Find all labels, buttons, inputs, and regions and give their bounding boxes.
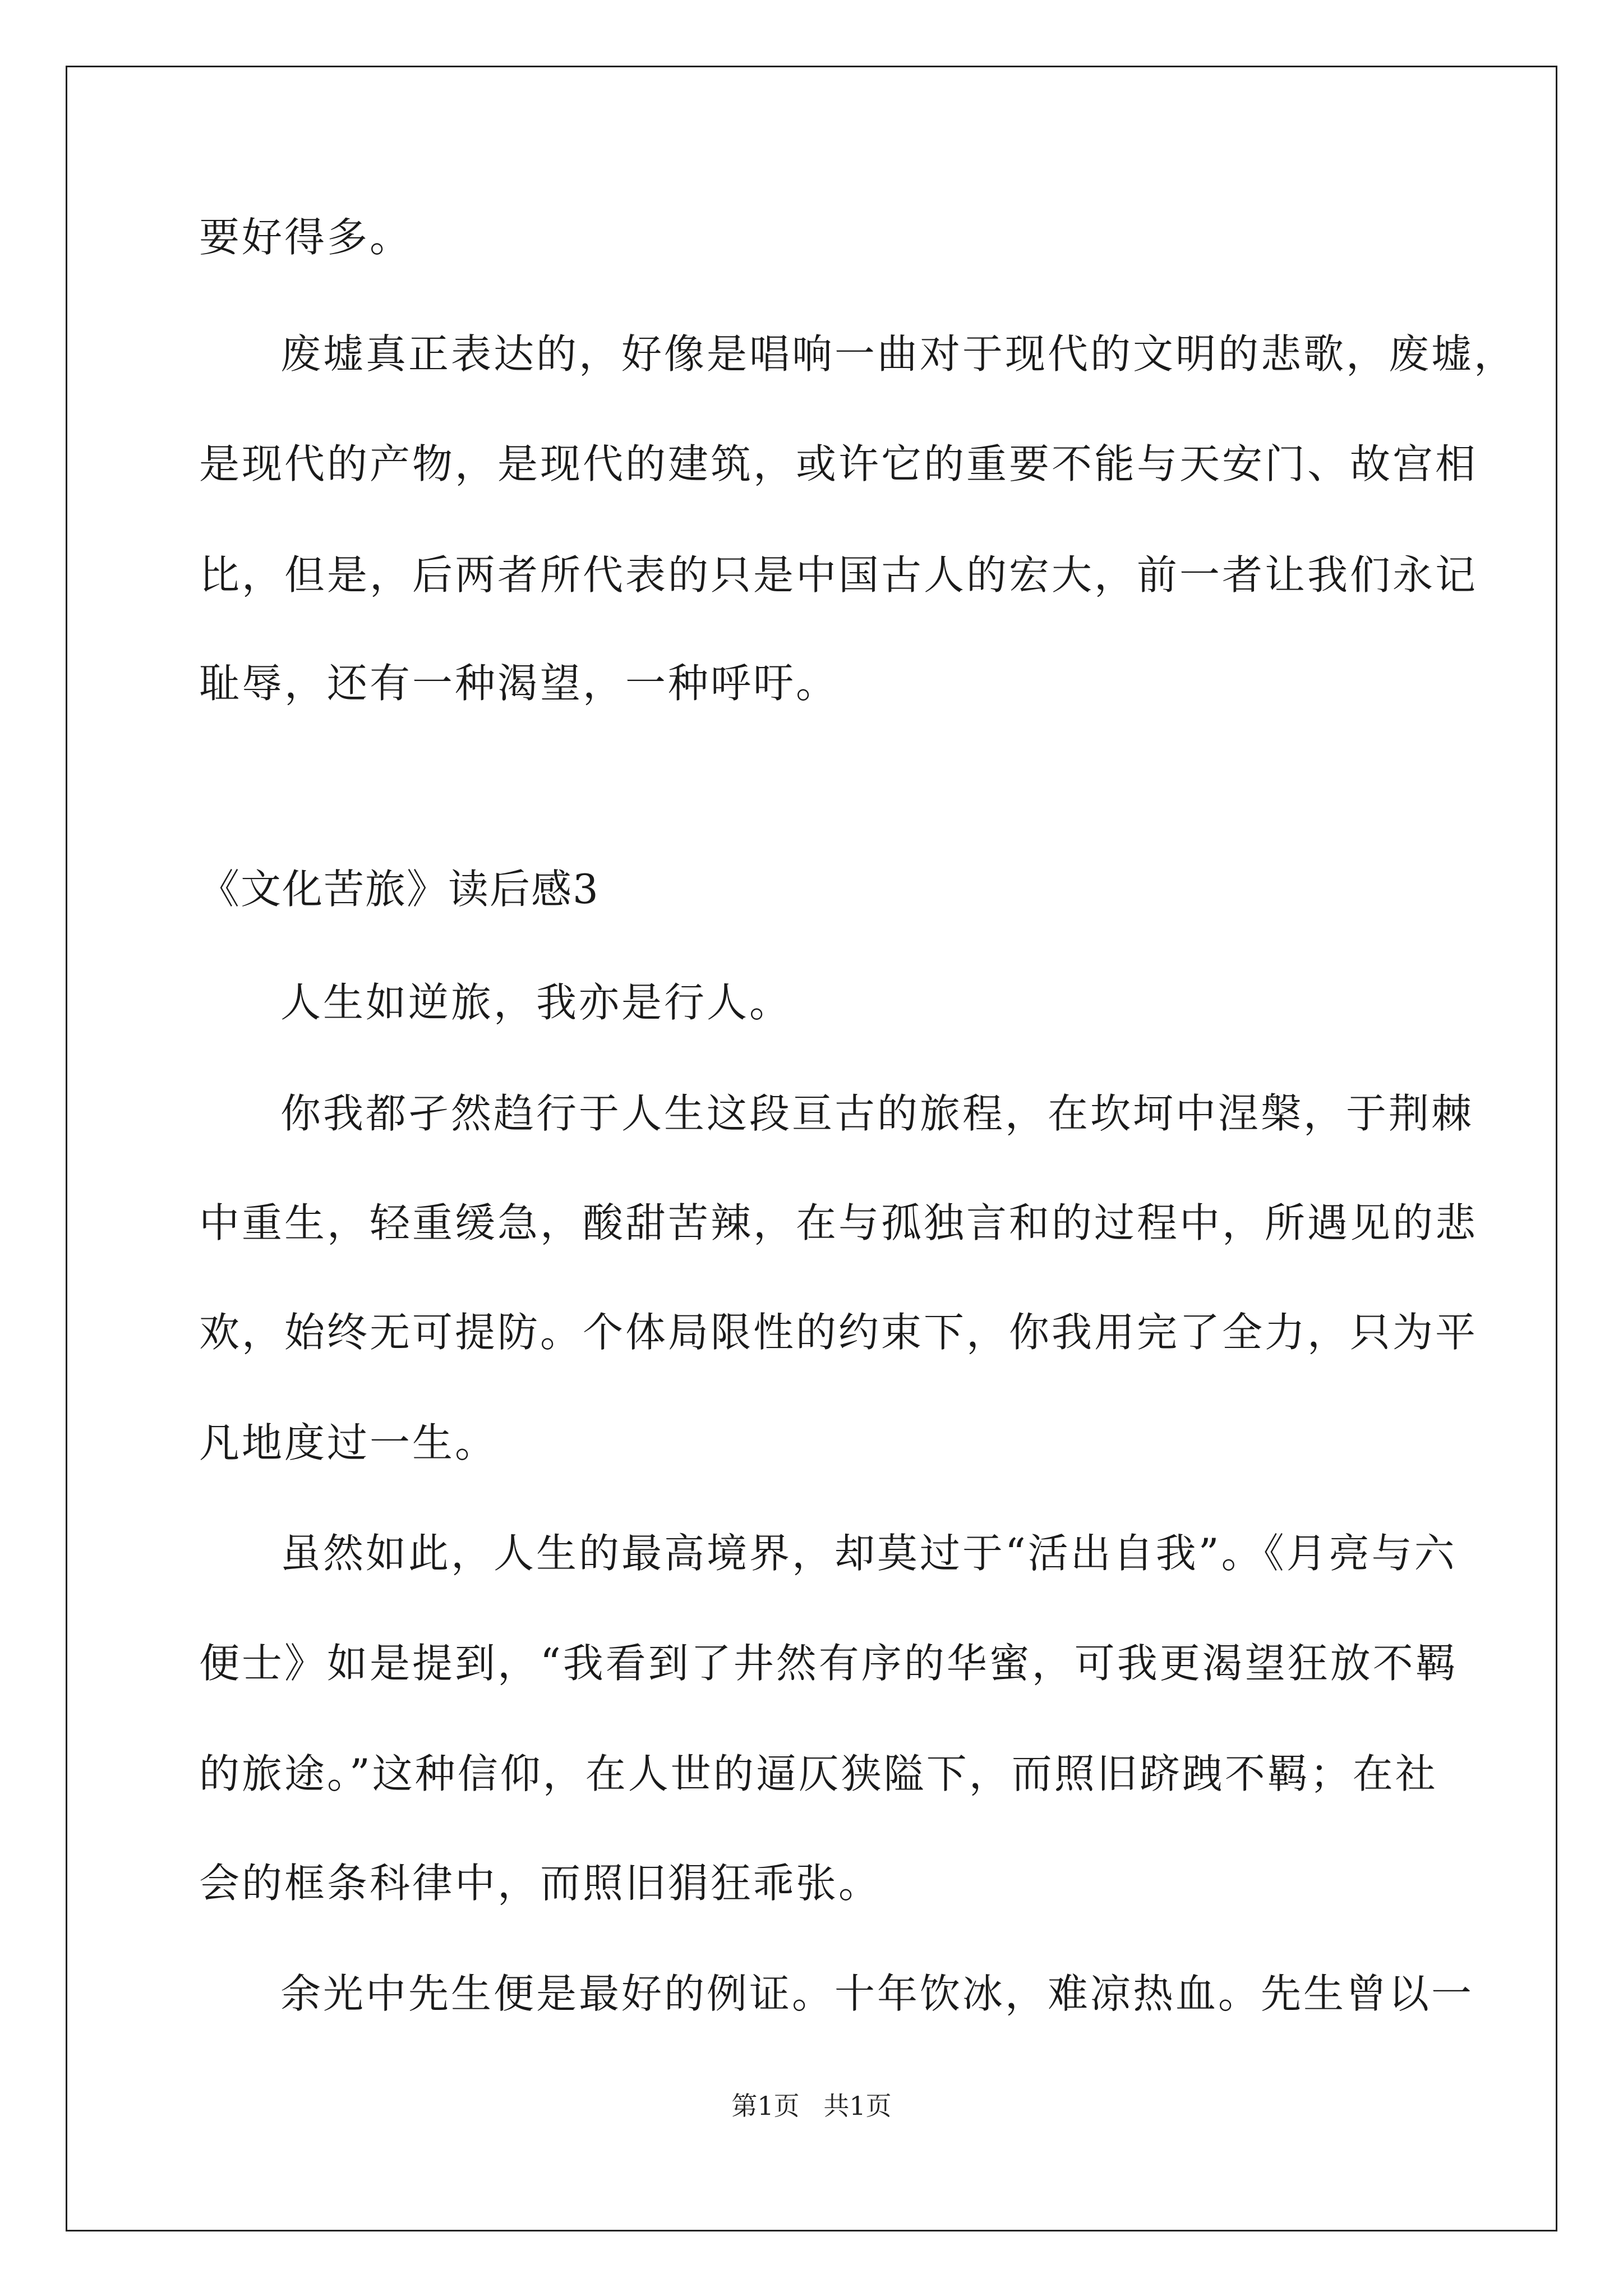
text-line: 要好得多。 — [199, 214, 413, 261]
text-line: 欢，始终无可提防。个体局限性的约束下，你我用完了全力，只为平 — [199, 1309, 1478, 1356]
page-number: 第1页 — [731, 2091, 800, 2121]
text-line: 中重生，轻重缓急，酸甜苦辣，在与孤独言和的过程中，所遇见的悲 — [199, 1199, 1478, 1246]
paragraph-start-line: 废墟真正表达的，好像是唱响一曲对于现代的文明的悲歌，废墟， — [280, 330, 1517, 378]
text-line: 的旅途。”这种信仰，在人世的逼仄狭隘下，而照旧跻跩不羁；在社 — [199, 1750, 1438, 1797]
page-footer — [0, 2086, 1623, 2123]
text-line: 是现代的产物，是现代的建筑，或许它的重要不能与天安门、故宫相 — [199, 440, 1478, 487]
text-line: 凡地度过一生。 — [199, 1419, 498, 1466]
section-heading: 《文化苦旅》读后感3 — [199, 866, 600, 913]
text-line: 便士》如是提到，“我看到了井然有序的华蜜，可我更渴望狂放不羁 — [199, 1640, 1458, 1687]
text-line: 耻辱，还有一种渴望，一种呼吁。 — [199, 660, 839, 707]
paragraph-start-line: 你我都孑然趋行于人生这段亘古的旅程，在坎坷中涅槃，于荆棘 — [280, 1090, 1474, 1137]
text-line: 会的框条科律中，而照旧狷狂乖张。 — [199, 1860, 882, 1907]
text-line: 比，但是，后两者所代表的只是中国古人的宏大，前一者让我们永记 — [199, 551, 1478, 599]
paragraph-start-line: 人生如逆旅，我亦是行人。 — [280, 979, 792, 1026]
paragraph-start-line: 余光中先生便是最好的例证。十年饮冰，难凉热血。先生曾以一 — [280, 1970, 1474, 2017]
page-total: 共1页 — [823, 2091, 892, 2121]
paragraph-start-line: 虽然如此，人生的最高境界，却莫过于“活出自我”。《月亮与六 — [280, 1530, 1457, 1577]
